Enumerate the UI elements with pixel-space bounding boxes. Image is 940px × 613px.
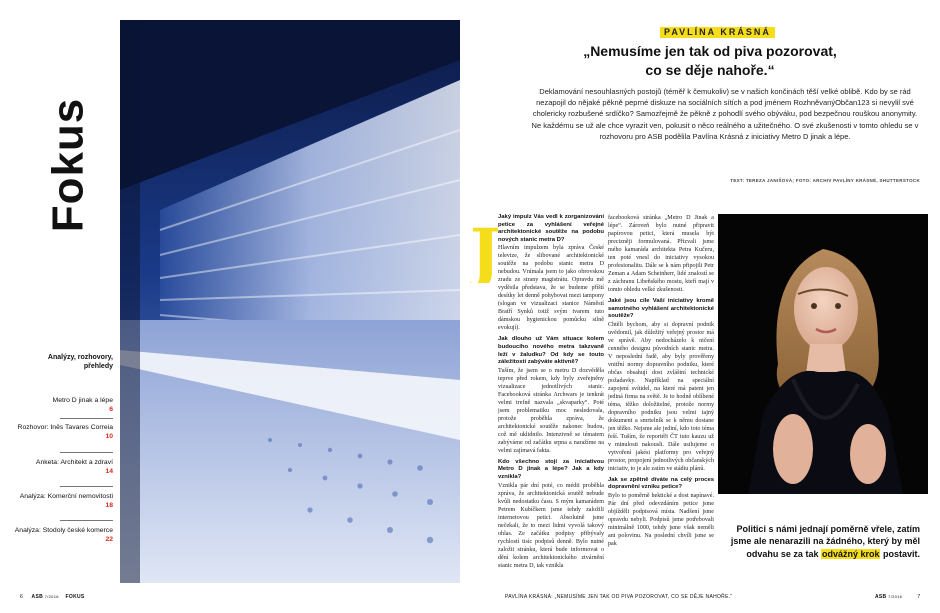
answer: Hlavním impulzem byla zpráva České televize, že slibované architektonické soutěže na podobu stanic metra D nebudou. Vnímala jsem to jako obrovskou zradu ze strany magistrátu. Opravdu mě vyděsila představa, že se budeme příští desítky let denně pohybovat mezi tampony (slogan ve vizualizaci stanice Náměstí Bratří Synků totiž svým tvarem tuto dámskou hygienickou pomůcku silně evokují). [498, 245, 604, 332]
footer-right [875, 594, 921, 600]
photo-credit: TEXT: TEREZA JANIŠOVÁ; FOTO: ARCHIV PAVLÍNY KRÁSNÉ, SHUTTERSTOCK [730, 178, 920, 183]
author-name: PAVLÍNA KRÁSNÁ [660, 27, 775, 38]
toc-item[interactable] [10, 458, 113, 476]
answer: Bylo to poměrně hektické a dost napínavé. Pár dní před odevzdáním petice jsme objížděli podpisová místa. Nadšení jsme opravdu nebyli. Podpisů jsme potřebovali minimálně 1000, tehdy jsme však neměli ani polovinu. Na poslední chvíli jsme se pak [608, 492, 714, 547]
footer-left [20, 594, 85, 600]
toc-item[interactable] [10, 492, 113, 510]
dropcap-text: J [470, 218, 500, 283]
toc-item-page: 14 [105, 468, 113, 475]
answer: Vznikla pár dní poté, co médii proběhla zpráva, že architektonická soutěž nebude kvůli nedostatku času. S mým kamarádem Petrem Kubíčkem jsme tehdy založili internetovou petici. Absolutně jsme nečekali, že to mezi lidmi vyvolá takový ohlas. Ze začátku podpisy přibývaly rychlostí tisíc podpisů denně. Bylo nutné založit stránku, která bude informovat o dění kolem architektonického ztvárnění stanic metra D, tak vznikla [498, 482, 604, 569]
section-title: Fokus [43, 97, 93, 233]
toc-item[interactable] [10, 396, 113, 414]
question: Jak se zpětně díváte na celý proces dopravnění vzniku petice? [608, 476, 714, 491]
divider [60, 452, 113, 453]
answer: Tuším, že jsem se o metru D dozvěděla teprve před rokem, kdy byly zveřejněny vizualizace jednotlivých stanic. Facebooková stránka Archwars je tenkrát velmi trefně nazvala „skvaparky“. Poté jsem problematiku moc nesledovala, protože proběhla zpráva, že architektonické soutěže nakonec budou, což mě uklidnilo. Intenzivně se tématem zabýváme od začátku srpna a naražíme na velmi zajímavá fakta. [498, 367, 604, 454]
subway-train-photo [120, 20, 460, 583]
portrait-photo [718, 214, 928, 494]
lead-paragraph: Deklamování nesouhlasných postojů (téměř k čemukoliv) se v našich končinách těší velké oblibě. Kdo by se rád nezapojil do nějaké pěkně peprné diskuze na sociálních sítích a pod jménem RozhněvanýObčan123 si nevylil své cholericky rozbušené srdíčko? Samozřejmě že pěkně z pohodlí svého obýváku, pod bezpečnou rouškou anonymity. Ne každému se už ale chce vyrazit ven, pokusit o něco reálného a užitečného. O své zkušenosti v tomto ohledu se v rozhovoru pro ASB podělila Pavlína Krásná z iniciativy Metro D jinak a lépe. [531, 87, 919, 141]
article-column-1 [498, 214, 604, 587]
article-column-2 [608, 214, 714, 587]
section-label: FOKUS [65, 594, 85, 600]
toc-item-title: Analýza: Komerční nemovitosti [19, 493, 113, 500]
divider [60, 418, 113, 419]
dropcap-letter [470, 218, 500, 283]
toc-item-title: Analýza: Stodoly české komerce [14, 527, 113, 534]
magazine-name: ASB [875, 594, 887, 600]
right-page [470, 0, 940, 613]
page-number: 6 [20, 594, 24, 600]
headline-line-2: co se děje nahoře.“ [645, 62, 775, 78]
page-number: 7 [917, 594, 921, 600]
highlighted-phrase: odvážný krok [821, 548, 880, 559]
question: Jaké jsou cíle Vaší iniciativy kromě samotného vyhlášení architektonické soutěže? [608, 298, 714, 320]
issue-number: 7/2016 [44, 594, 59, 599]
divider [60, 486, 113, 487]
toc-item-title: Metro D jinak a lépe [52, 397, 113, 404]
divider [60, 520, 113, 521]
answer: facebooková stránka „Metro D Jinak a lépe“. Zároveň bylo nutné připravit papírovou petici, která musela být precizněji formulovaná. Přizvali jsme mého kamaráda architekta Petra Kučeru, ten poté vnesl do iniciativy vysokou profesionalitu. Dále se k nám připojili Petr Zeman a Adam Scheinherr, lidé znalostí se z záchranu Libeňského mostu, kteří mají v tomto ohledu velké zkušenosti. [608, 215, 714, 293]
toc-item-page: 6 [109, 406, 113, 413]
toc-item[interactable] [10, 423, 113, 441]
footer-running-head: PAVLÍNA KRÁSNÁ: „NEMUSÍME JEN TAK OD PIVA POZOROVAT, CO SE DĚJE NAHOŘE.“ [505, 594, 733, 600]
issue-number: 7/2016 [888, 594, 903, 599]
headline [550, 42, 870, 80]
toc-heading: Analýzy, rozhovory, přehledy [47, 354, 113, 370]
headline-line-1: „Nemusíme jen tak od piva pozorovat, [583, 43, 837, 59]
question: Jaký impulz Vás vedl k zorganizování petice za vyhlášení veřejné architektonické soutěže na podobu nových stanic metra D? [498, 214, 604, 243]
toc-item[interactable] [10, 526, 113, 544]
toc-item-page: 18 [105, 502, 113, 509]
toc-item-title: Rozhovor: Inês Tavares Correia [17, 424, 113, 431]
toc-item-page: 10 [105, 433, 113, 440]
answer: Chtěli bychom, aby si dopravní podnik uvědomil, jak důležitý veřejný prostor má ve správě. Aby nedocházelo k ničení cenného designu původních stanic metra. V neposlední řadě, aby byly prověřeny vnitřní normy dopravního podniku, které občas obsahují dost zvláštní technické požadavky. Například na speciální zapojení svítidel, na které má patent jen jediná firma na světě. Je to hodně oblíbené téma, těžko doložitelné, protože normy dopravního podniku jsou velmi tajný dokument a smrtelník se k němu dostane jen těžko. Nejsme ale jediní, kdo toto téma řeší. Tuším, že reportéři ČT tuto kauzu už v minulosti nakousli. Dále usilujeme o vytvoření jakési platformy pro veřejný prostor, propojení jednotlivých občanských iniciativ, to je ale zatím ve stádiu plánů. [608, 321, 714, 472]
question: Jak dlouho už Vám situace kolem budoucího nového metra takzvaně leží v žaludku? Od kdy se touto záležitostí zabýváte aktivně? [498, 336, 604, 366]
toc-item-page: 22 [105, 536, 113, 543]
question: Kdo všechno stojí za iniciativou Metro D jinak a lépe? Jak a kdy vznikla? [498, 458, 604, 480]
toc-item-title: Anketa: Architekt a zdraví [35, 459, 113, 466]
magazine-name: ASB [31, 594, 44, 600]
pull-quote: Politici s námi jednají poměrně vřele, zatím jsme ale nenarazili na žádného, který by měl odvahu se za tak odvážný krok postavit. [730, 524, 920, 559]
